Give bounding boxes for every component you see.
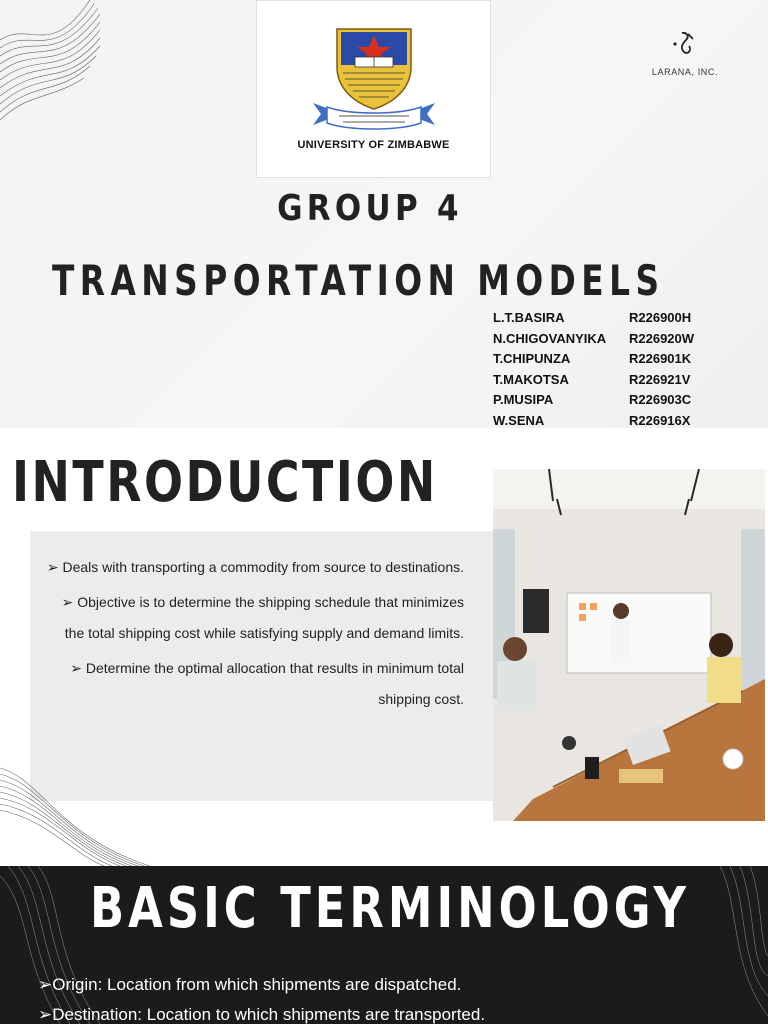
member-row — [493, 372, 733, 393]
university-crest-icon — [329, 27, 419, 111]
brand-logo-icon — [670, 30, 700, 58]
member-id: R226900H — [629, 310, 692, 325]
introduction-heading: INTRODUCTION — [12, 450, 438, 515]
bullet-text: Objective is to determine the shipping schedule that minimizes the total shipping cost while satisfying supply and demand limits. — [64, 594, 464, 641]
terminology-list — [38, 970, 758, 1024]
member-id: R226916X — [629, 412, 691, 428]
member-list — [493, 310, 733, 428]
university-logo-card — [256, 0, 491, 178]
wave-decoration-icon — [0, 0, 100, 125]
terminology-item — [38, 970, 758, 1000]
bullet-arrow-icon: ➢ — [70, 660, 82, 676]
bullet-arrow-icon: ➢ — [38, 1005, 53, 1024]
terminology-text: Destination: Location to which shipments are transported. — [52, 1005, 486, 1024]
member-row — [493, 310, 733, 331]
introduction-bullets — [40, 552, 464, 719]
member-id: R226901K — [629, 351, 692, 367]
bullet-item — [40, 552, 464, 583]
terminology-item — [38, 1000, 758, 1024]
bullet-item — [40, 653, 464, 715]
terminology-text: Origin: Location from which shipments are dispatched. — [52, 975, 462, 994]
member-row — [493, 413, 733, 428]
member-name: L.T.BASIRA — [493, 310, 565, 325]
bullet-item — [40, 587, 464, 649]
bullet-text: Deals with transporting a commodity from source to destinations. — [62, 559, 464, 575]
bullet-arrow-icon: ➢ — [61, 594, 74, 610]
presentation-title: TRANSPORTATION MODELS — [52, 256, 665, 305]
member-id: R226921V — [629, 371, 691, 387]
group-title: GROUP 4 — [277, 188, 463, 229]
member-row — [493, 392, 733, 413]
university-name: UNIVERSITY OF ZIMBABWE — [297, 139, 450, 151]
member-name: N.CHIGOVANYIKA — [493, 330, 607, 346]
cover-slide — [0, 0, 768, 428]
member-name: P.MUSIPA — [493, 392, 554, 408]
introduction-slide — [0, 428, 768, 866]
bullet-arrow-icon: ➢ — [46, 559, 59, 575]
bullet-text: Determine the optimal allocation that results in minimum total shipping cost. — [85, 660, 464, 707]
terminology-heading: BASIC TERMINOLOGY — [90, 876, 690, 941]
bullet-arrow-icon: ➢ — [38, 975, 53, 994]
member-name: T.CHIPUNZA — [493, 351, 571, 367]
brand-block — [640, 30, 730, 77]
member-name: W.SENA — [493, 412, 545, 428]
meeting-room-photo — [493, 469, 765, 821]
member-row — [493, 331, 733, 352]
member-row — [493, 351, 733, 372]
member-id: R226903C — [629, 392, 692, 408]
brand-name: LARANA, INC. — [651, 67, 719, 77]
terminology-slide — [0, 866, 768, 1024]
member-id: R226920W — [629, 330, 695, 346]
member-name: T.MAKOTSA — [493, 371, 569, 387]
